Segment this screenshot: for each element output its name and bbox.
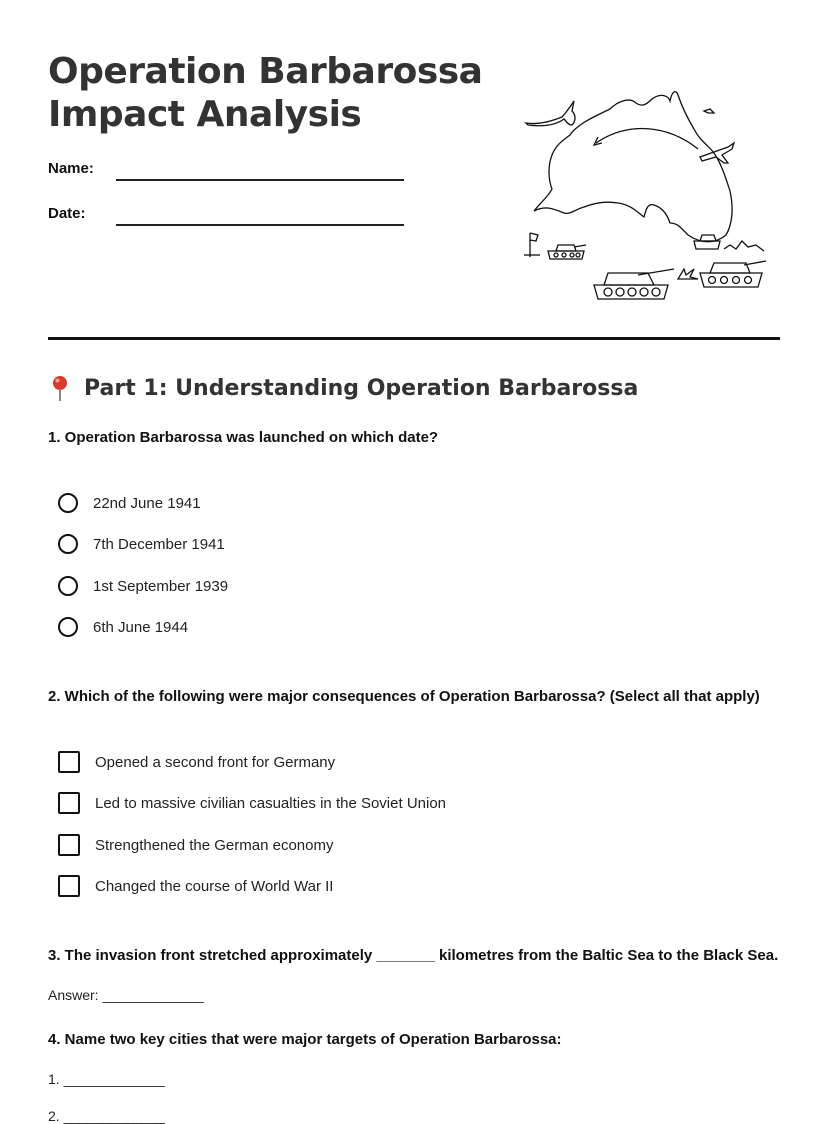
- part1-heading-text: Part 1: Understanding Operation Barbarossa: [84, 375, 639, 401]
- radio-button[interactable]: [58, 617, 78, 637]
- option-label: Led to massive civilian casualties in the Soviet Union: [95, 794, 447, 812]
- radio-button[interactable]: [58, 534, 78, 554]
- q2-option-1[interactable]: [58, 750, 335, 774]
- date-label: Date:: [48, 205, 86, 222]
- option-label: Strengthened the German economy: [95, 836, 334, 854]
- worksheet-title: [48, 50, 482, 136]
- tank-right-icon: [700, 261, 766, 287]
- option-label: 7th December 1941: [93, 535, 225, 553]
- question-4: 4. Name two key cities that were major targets of Operation Barbarossa:: [48, 1031, 562, 1048]
- ruins-icon: [724, 241, 764, 251]
- explosion-icon: [678, 269, 698, 279]
- q4-answer-2[interactable]: 2. _____________: [48, 1108, 165, 1124]
- title-line-2: Impact Analysis: [48, 94, 362, 135]
- radio-button[interactable]: [58, 576, 78, 596]
- question-1: 1. Operation Barbarossa was launched on which date?: [48, 429, 439, 446]
- tank-large-icon: [594, 269, 674, 299]
- question-2: 2. Which of the following were major consequences of Operation Barbarossa? (Select all that apply): [48, 688, 760, 705]
- title-line-1: Operation Barbarossa: [48, 51, 483, 92]
- tank-small-icon: [548, 245, 586, 259]
- q2-option-2[interactable]: [58, 791, 446, 815]
- q1-option-1[interactable]: [58, 491, 201, 515]
- checkbox[interactable]: [58, 834, 80, 856]
- question-3: 3. The invasion front stretched approximately _______ kilometres from the Baltic Sea to the Black Sea.: [48, 947, 779, 964]
- q2-option-4[interactable]: [58, 874, 333, 898]
- q1-option-2[interactable]: [58, 532, 225, 556]
- option-label: Changed the course of World War II: [95, 877, 334, 895]
- q1-option-4[interactable]: [58, 615, 188, 639]
- checkbox[interactable]: [58, 875, 80, 897]
- flag-icon: [530, 233, 538, 257]
- option-label: Opened a second front for Germany: [95, 753, 336, 771]
- part1-heading: [48, 374, 638, 402]
- option-label: 6th June 1944: [93, 618, 189, 636]
- pushpin-icon: [48, 374, 72, 402]
- airplane-icon: [700, 143, 734, 163]
- name-line[interactable]: [116, 179, 404, 181]
- name-label: Name:: [48, 160, 94, 177]
- option-label: 22nd June 1941: [93, 494, 201, 512]
- kangaroo-icon: [526, 101, 575, 126]
- section-divider: [48, 337, 780, 340]
- option-label: 1st September 1939: [93, 577, 229, 595]
- bird-icon: [704, 109, 714, 113]
- checkbox[interactable]: [58, 751, 80, 773]
- q2-option-3[interactable]: [58, 833, 333, 857]
- q1-option-3[interactable]: [58, 574, 228, 598]
- australia-map-illustration: [518, 85, 774, 305]
- checkbox[interactable]: [58, 792, 80, 814]
- date-line[interactable]: [116, 224, 404, 226]
- q3-answer[interactable]: Answer: _____________: [48, 987, 204, 1003]
- route-arc: [596, 129, 698, 149]
- q4-answer-1[interactable]: 1. _____________: [48, 1071, 165, 1087]
- radio-button[interactable]: [58, 493, 78, 513]
